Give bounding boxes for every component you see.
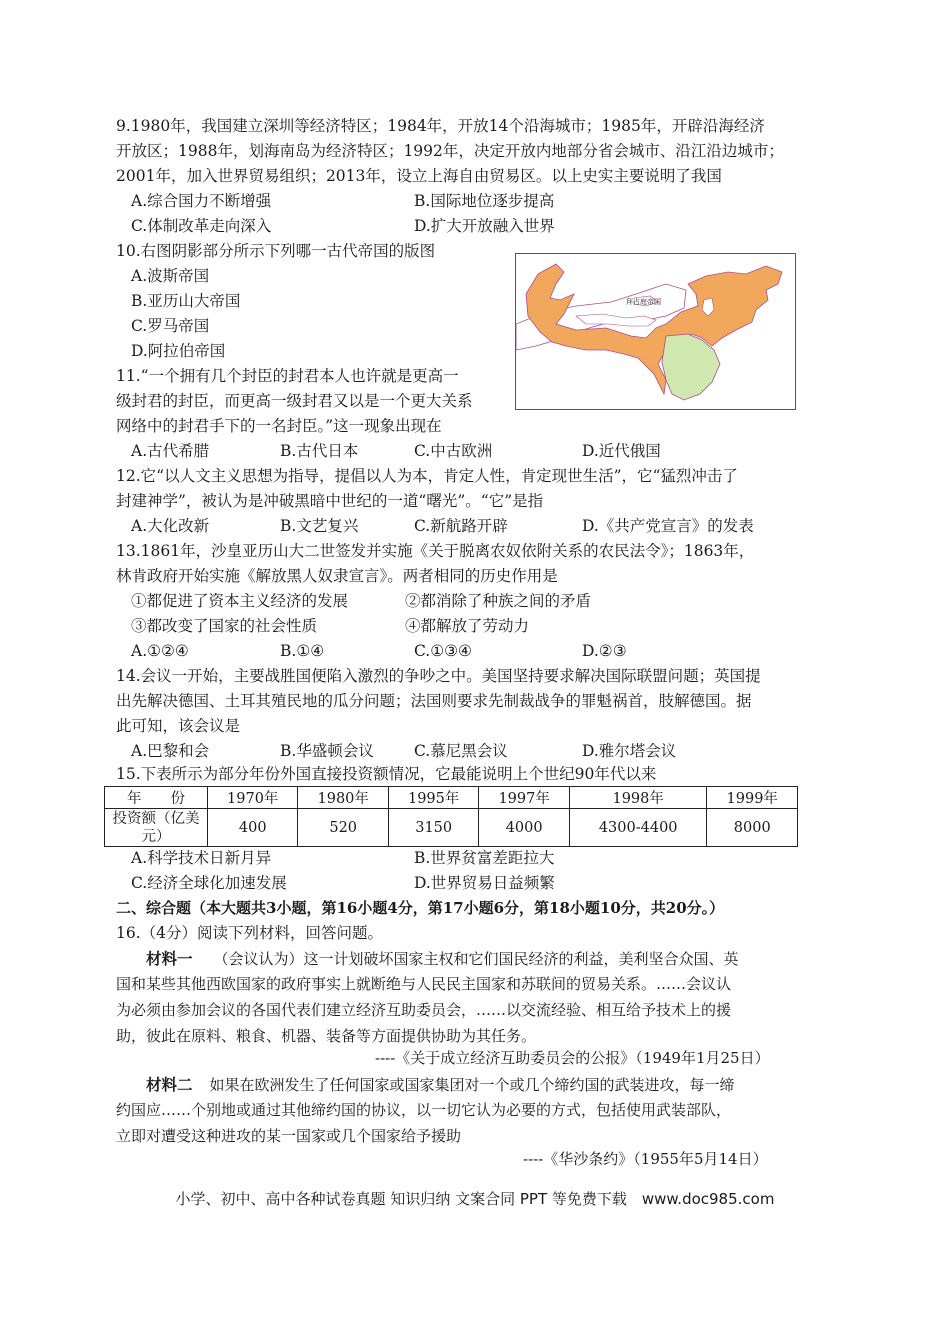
table-value-5: 4300-4400 — [569, 809, 707, 847]
material-2-first-line — [146, 1072, 734, 1098]
q11-option-d: D.近代俄国 — [582, 442, 661, 460]
empire-map — [515, 253, 796, 410]
q9-option-b: B.国际地位逐步提高 — [414, 192, 555, 210]
table-year-5: 1998年 — [569, 787, 707, 809]
q13-statement-4: ④都解放了劳动力 — [405, 617, 530, 635]
table-row-label: 投资额（亿美元） — [105, 809, 208, 847]
material-1-label: 材料一 — [146, 949, 193, 968]
q11-stem-line2: 级封君的封臣，而更高一级封君又以是一个更大关系 — [116, 392, 473, 410]
material-2-line2: 约国应……个别地或通过其他缔约国的协议，以一切它认为必要的方式，包括使用武装部队， — [116, 1101, 732, 1119]
q12-option-c: C.新航路开辟 — [414, 517, 508, 535]
q11-stem-line1: 11.“一个拥有几个封臣的封君本人也许就是更高一 — [116, 367, 459, 385]
q14-option-b: B.华盛顿会议 — [280, 742, 374, 760]
q15-option-d: D.世界贸易日益频繁 — [414, 874, 555, 892]
page-footer: 小学、初中、高中各种试卷真题 知识归纳 文案合同 PPT 等免费下载 www.doc985.com — [175, 1190, 775, 1208]
q9-stem-line1: 9.1980年，我国建立深圳等经济特区；1984年，开放14个沿海城市；1985年，开辟沿海经济 — [116, 117, 765, 135]
material-2-source: ----《华沙条约》（1955年5月14日） — [523, 1150, 768, 1168]
investment-table — [104, 786, 798, 847]
q10-option-a: A.波斯帝国 — [131, 267, 210, 285]
material-2-line1: 如果在欧洲发生了任何国家或国家集团对一个或几个缔约国的武装进攻，每一缔 — [209, 1076, 735, 1094]
q13-statement-1: ①都促进了资本主义经济的发展 — [131, 592, 349, 610]
q14-option-c: C.慕尼黑会议 — [414, 742, 508, 760]
material-1-line4: 助，彼此在原料、粮食、机器、装备等方面提供协助为其任务。 — [116, 1027, 537, 1045]
material-1-line3: 为必须由参加会议的各国代表们建立经济互助委员会，……以交流经验、相互给予技术上的援 — [116, 1001, 732, 1019]
q12-option-b: B.文艺复兴 — [280, 517, 359, 535]
q9-stem-line2: 开放区；1988年，划海南岛为经济特区；1992年，决定开放内地部分省会城市、沿江沿边城市； — [116, 142, 784, 160]
q9-option-c: C.体制改革走向深入 — [131, 217, 272, 235]
shaded-territory — [526, 264, 782, 394]
q13-statement-3: ③都改变了国家的社会性质 — [131, 617, 318, 635]
q10-stem: 10.右图阴影部分所示下列哪一古代帝国的版图 — [116, 242, 436, 260]
q11-option-b: B.古代日本 — [280, 442, 359, 460]
q14-stem-line1: 14.会议一开始，主要战胜国便陷入激烈的争吵之中。美国坚持要求解决国际联盟问题；英国提 — [116, 667, 761, 685]
map-drawing — [516, 254, 795, 409]
q14-option-a: A.巴黎和会 — [131, 742, 210, 760]
q12-option-a: A.大化改新 — [131, 517, 210, 535]
q13-option-d: D.②③ — [582, 642, 627, 660]
table-value-1: 400 — [208, 809, 298, 847]
q9-stem-line3: 2001年，加入世界贸易组织；2013年，设立上海自由贸易区。以上史实主要说明了我国 — [116, 167, 722, 185]
q11-option-a: A.古代希腊 — [131, 442, 210, 460]
q10-option-b: B.亚历山大帝国 — [131, 292, 241, 310]
q10-option-d: D.阿拉伯帝国 — [131, 342, 226, 360]
q11-stem-line3: 网络中的封君手下的一名封臣。”这一现象出现在 — [116, 417, 442, 435]
table-year-4: 1997年 — [479, 787, 569, 809]
q11-option-c: C.中古欧洲 — [414, 442, 493, 460]
material-1-line1: （会议认为）这一计划破坏国家主权和它们国民经济的利益，美利坚合众国、英 — [213, 950, 739, 968]
material-2-line3: 立即对遭受这种进攻的某一国家或几个国家给予援助 — [116, 1127, 462, 1145]
q15-option-a: A.科学技术日新月异 — [131, 849, 272, 867]
q13-stem-line1: 13.1861年，沙皇亚历山大二世签发并实施《关于脱离农奴依附关系的农民法令》；1863年， — [116, 542, 755, 560]
q13-stem-line2: 林肯政府开始实施《解放黑人奴隶宣言》。两者相同的历史作用是 — [116, 567, 558, 585]
q14-option-d: D.雅尔塔会议 — [582, 742, 677, 760]
table-year-1: 1970年 — [208, 787, 298, 809]
material-1-first-line — [146, 946, 738, 972]
section-heading: 二、综合题（本大题共3小题，第16小题4分，第17小题6分，第18小题10分，共20分。） — [116, 899, 725, 917]
table-value-row — [105, 809, 798, 847]
q10-option-c: C.罗马帝国 — [131, 317, 210, 335]
table-value-4: 4000 — [479, 809, 569, 847]
q12-stem-line2: 封建神学”，被认为是冲破黑暗中世纪的一道“曙光”。“它”是指 — [116, 492, 544, 510]
table-value-2: 520 — [298, 809, 388, 847]
table-value-6: 8000 — [707, 809, 798, 847]
material-1-line2: 国和某些其他西欧国家的政府事实上就断绝与人民民主国家和苏联间的贸易关系。……会议认 — [116, 975, 732, 993]
q13-statement-2: ②都消除了种族之间的矛盾 — [405, 592, 592, 610]
q15-option-b: B.世界贫富差距拉大 — [414, 849, 555, 867]
table-value-3: 3150 — [388, 809, 478, 847]
material-2-label: 材料二 — [146, 1075, 193, 1094]
q12-stem-line1: 12.它“以人文主义思想为指导，提倡以人为本，肯定人性，肯定现世生活”，它“猛烈冲击了 — [116, 467, 738, 485]
map-label-byzantine: 拜占庭帝国 — [626, 298, 661, 306]
table-header-label: 年 份 — [105, 787, 208, 809]
q13-option-c: C.①③④ — [414, 642, 472, 660]
q16-stem: 16.（4分）阅读下列材料，回答问题。 — [116, 924, 384, 942]
table-header-row — [105, 787, 798, 809]
q13-option-a: A.①②④ — [131, 642, 189, 660]
table-year-6: 1999年 — [707, 787, 798, 809]
q12-option-d: D.《共产党宣言》的发表 — [582, 517, 754, 535]
q14-stem-line3: 此可知，该会议是 — [116, 717, 241, 735]
q14-stem-line2: 出先解决德国、土耳其殖民地的瓜分问题；法国则要求先制裁战争的罪魁祸首，肢解德国。据 — [116, 692, 752, 710]
table-year-2: 1980年 — [298, 787, 388, 809]
q9-option-d: D.扩大开放融入世界 — [414, 217, 555, 235]
material-1-source: ----《关于成立经济互助委员会的公报》（1949年1月25日） — [375, 1049, 770, 1067]
q9-option-a: A.综合国力不断增强 — [131, 192, 272, 210]
q13-option-b: B.①④ — [280, 642, 325, 660]
q15-stem: 15.下表所示为部分年份外国直接投资额情况，它最能说明上个世纪90年代以来 — [116, 765, 657, 783]
table-year-3: 1995年 — [388, 787, 478, 809]
q15-option-c: C.经济全球化加速发展 — [131, 874, 287, 892]
